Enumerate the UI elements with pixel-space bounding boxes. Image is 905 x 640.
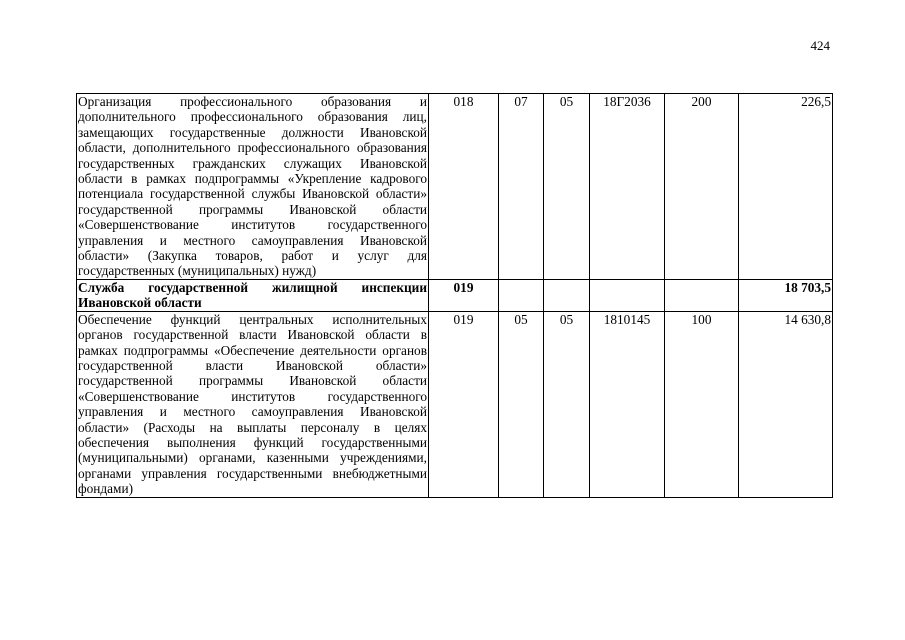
section-code-cell: 05	[499, 311, 544, 497]
expense-type-cell: 100	[665, 311, 739, 497]
row-name-cell: Организация профессионального образования и дополнительного профессионального образования лиц, замещающих государственные должности Ивановской области, дополнительного профессионального образования государственных гражданских служащих Ивановской области в рамках подпрограммы «Укрепление кадрового потенциала государственной службы Ивановской области» государственной программы Ивановской области «Совершенствование институтов государственного управления и местного самоуправления Ивановской области» (Закупка товаров, работ и услуг для государственных (муниципальных) нужд)	[78, 94, 427, 279]
expense-type-cell	[665, 279, 739, 311]
subsection-code-cell: 05	[544, 94, 590, 280]
expense-type-cell: 200	[665, 94, 739, 280]
section-code-cell	[499, 279, 544, 311]
row-name-cell: Служба государственной жилищной инспекции Ивановской области	[78, 279, 427, 311]
target-article-cell: 1810145	[590, 311, 665, 497]
table-row	[77, 94, 833, 280]
ved-code-cell: 019	[429, 279, 499, 311]
row-name-cell: Обеспечение функций центральных исполнительных органов государственной власти Ивановской области в рамках подпрограммы «Обеспечение деятельности органов государственной власти Ивановской области» государственной программы Ивановской области «Совершенствование институтов государственного управления и местного самоуправления Ивановской области» (Расходы на выплаты персоналу в целях обеспечения выполнения функций государственными (муниципальными) органами, казенными учреждениями, органами управления государственными внебюджетными фондами)	[78, 311, 427, 497]
target-article-cell	[590, 279, 665, 311]
amount-cell: 18 703,5	[739, 279, 833, 311]
target-article-cell: 18Г2036	[590, 94, 665, 280]
ved-code-cell: 019	[429, 311, 499, 497]
section-code-cell: 07	[499, 94, 544, 280]
amount-cell: 226,5	[739, 94, 833, 280]
subsection-code-cell	[544, 279, 590, 311]
amount-cell: 14 630,8	[739, 311, 833, 497]
page-number: 424	[810, 38, 830, 53]
budget-table	[76, 93, 833, 498]
table-row-department	[77, 279, 833, 311]
ved-code-cell: 018	[429, 94, 499, 280]
subsection-code-cell: 05	[544, 311, 590, 497]
table-row	[77, 311, 833, 497]
